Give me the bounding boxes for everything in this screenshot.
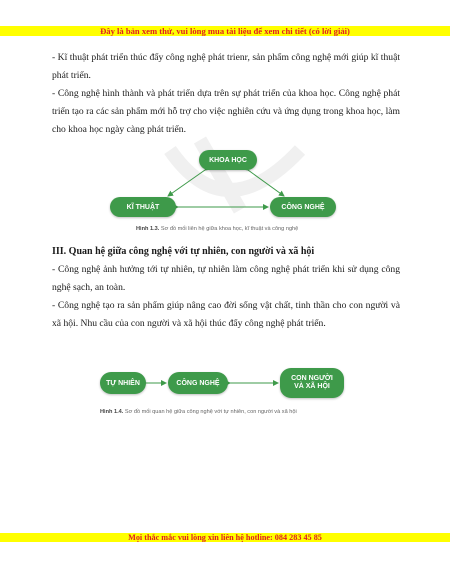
section-heading: III. Quan hệ giữa công nghệ với tự nhiên, con người và xã hội (52, 246, 315, 257)
node-human-society-line1: CON NGƯỜI (291, 375, 333, 382)
caption-label: Hình 1.3. (136, 226, 160, 232)
footer-notice: Mọi thắc mắc vui lòng xin liên hệ hotline: 084 283 45 85 (0, 533, 450, 542)
caption-text-2: Sơ đồ mối quan hệ giữa công nghệ với tự nhiên, con người và xã hội (124, 409, 297, 415)
header-notice: Đây là bản xem thử, vui lòng mua tài liệu để xem chi tiết (có lời giải) (0, 26, 450, 36)
paragraph-tech-science: - Công nghệ hình thành và phát triển dựa trên sự phát triển của khoa học. Công nghệ phát triển tạo ra các sản phẩm mới hỗ trợ cho việc nghiên cứu và ứng dụng trong khoa học, làm cho khoa học ngày càng phát triển. (52, 88, 400, 135)
node-human-society-line2: VÀ XÃ HỘI (294, 383, 330, 390)
paragraph-society: - Công nghệ tạo ra sản phẩm giúp nâng cao đời sống vật chất, tinh thần cho con người và xã hội. Nhu cầu của con người và xã hội thúc đẩy công nghệ phát triển. (52, 300, 400, 329)
caption-text: Sơ đồ mối liên hệ giữa khoa học, kĩ thuật và công nghệ (160, 226, 299, 232)
caption-label-2: Hình 1.4. (100, 409, 124, 415)
paragraph-tech-engineering: - Kĩ thuật phát triển thúc đẩy công nghệ phát trienr, sản phẩm công nghệ mới giúp kĩ thuật phát triển. (52, 52, 400, 81)
node-science: KHOA HỌC (199, 150, 257, 170)
node-engineering: KĨ THUẬT (110, 197, 176, 217)
figure-1-4-caption (100, 409, 297, 415)
node-nature: TỰ NHIÊN (100, 372, 146, 394)
paragraph-nature: - Công nghệ ảnh hưởng tới tự nhiên, tự nhiên làm công nghệ phát triển khi sử dụng công nghệ sạch, an toàn. (52, 264, 400, 293)
node-human-society (280, 368, 344, 398)
node-technology-2: CÔNG NGHỆ (168, 372, 228, 394)
node-technology: CÔNG NGHỆ (270, 197, 336, 217)
